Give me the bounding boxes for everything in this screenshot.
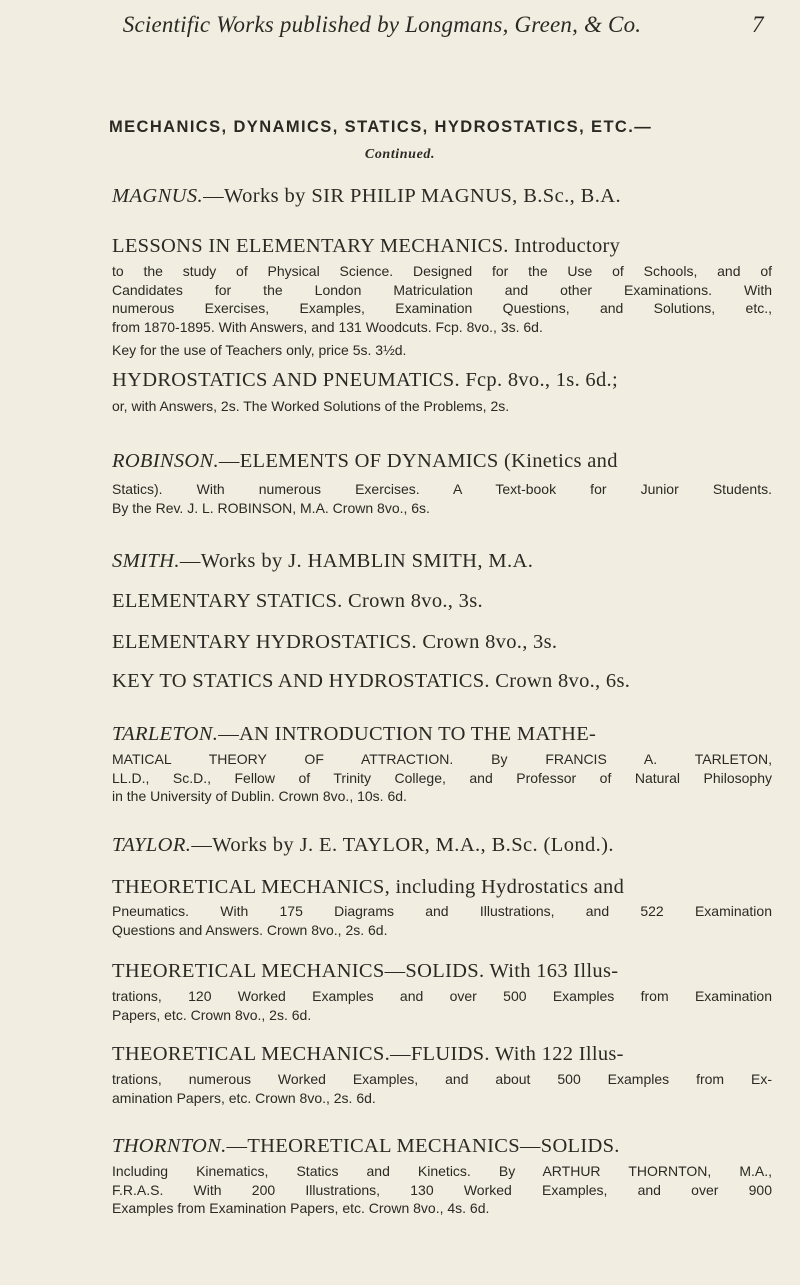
robinson-author-name: ROBINSON.	[112, 450, 219, 472]
taylor-byline: —Works by J. E. TAYLOR, M.A., B.Sc. (Lond.).	[191, 834, 614, 856]
magnus-lessons-description	[112, 262, 772, 336]
tarleton-title: —AN INTRODUCTION TO THE MATHE-	[218, 723, 597, 745]
smith-title: ELEMENTARY STATICS. Crown 8vo., 3s.	[112, 590, 483, 612]
smith-author-line	[112, 550, 533, 573]
robinson-line: Statics). With numerous Exercises. A Text-book for Junior Students.	[112, 481, 772, 497]
smith-title: KEY TO STATICS AND HYDROSTATICS. Crown 8vo., 6s.	[112, 670, 631, 692]
taylor-book-description	[112, 1070, 772, 1107]
tarleton-line: MATICAL THEORY OF ATTRACTION. By FRANCIS A. TARLETON,	[112, 751, 772, 767]
tarleton-line: in the University of Dublin. Crown 8vo., 10s. 6d.	[112, 788, 407, 804]
taylor-book-line: Questions and Answers. Crown 8vo., 2s. 6d.	[112, 921, 388, 938]
magnus-lessons-title: LESSONS IN ELEMENTARY MECHANICS. Introductory	[112, 235, 621, 257]
thornton-line: Including Kinematics, Statics and Kinetics. By ARTHUR THORNTON, M.A.,	[112, 1163, 772, 1179]
taylor-book-title: THEORETICAL MECHANICS, including Hydrostatics and	[112, 876, 625, 898]
taylor-book-line: amination Papers, etc. Crown 8vo., 2s. 6d.	[112, 1089, 376, 1106]
magnus-lessons-line: numerous Exercises, Examples, Examination Questions, and Solutions, etc.,	[112, 300, 772, 316]
robinson-heading	[112, 450, 618, 473]
taylor-book-description	[112, 987, 772, 1024]
magnus-hydrostatics-title: HYDROSTATICS AND PNEUMATICS. Fcp. 8vo., 1s. 6d.;	[112, 369, 618, 391]
magnus-lessons-line: Candidates for the London Matriculation and other Examinations. With	[112, 281, 772, 298]
thornton-description	[112, 1162, 772, 1218]
smith-author-name: SMITH.	[112, 550, 180, 572]
taylor-book-title: THEORETICAL MECHANICS—SOLIDS. With 163 Illus-	[112, 960, 619, 982]
thornton-title: —THEORETICAL MECHANICS—SOLIDS.	[226, 1135, 620, 1157]
magnus-lessons-line: from 1870-1895. With Answers, and 131 Woodcuts. Fcp. 8vo., 3s. 6d.	[112, 318, 543, 335]
taylor-book-description	[112, 902, 772, 939]
tarleton-heading	[112, 723, 596, 746]
section-continued-label: Continued.	[364, 147, 436, 162]
magnus-byline: —Works by SIR PHILIP MAGNUS, B.Sc., B.A.	[203, 185, 621, 207]
thornton-line: F.R.A.S. With 200 Illustrations, 130 Worked Examples, and over 900	[112, 1181, 772, 1198]
taylor-book-line: Papers, etc. Crown 8vo., 2s. 6d.	[112, 1006, 312, 1023]
smith-byline: —Works by J. HAMBLIN SMITH, M.A.	[179, 550, 534, 572]
tarleton-author-name: TARLETON.	[112, 723, 219, 745]
magnus-hydrostatics-line: or, with Answers, 2s. The Worked Solutions of the Problems, 2s.	[112, 398, 510, 414]
taylor-book-title: THEORETICAL MECHANICS.—FLUIDS. With 122 Illus-	[112, 1043, 624, 1065]
running-title: Scientific Works published by Longmans, Green, & Co.	[122, 12, 642, 37]
section-heading: MECHANICS, DYNAMICS, STATICS, HYDROSTATICS, ETC.—	[109, 118, 653, 136]
thornton-heading	[112, 1135, 620, 1158]
taylor-book-line: trations, numerous Worked Examples, and about 500 Examples from Ex-	[112, 1071, 772, 1087]
taylor-author-line	[112, 834, 614, 857]
tarleton-description	[112, 750, 772, 806]
taylor-book-line: Pneumatics. With 175 Diagrams and Illustrations, and 522 Examination	[112, 903, 772, 919]
magnus-author-line	[112, 185, 621, 208]
magnus-lessons-line: to the study of Physical Science. Designed for the Use of Schools, and of	[112, 263, 772, 279]
smith-title: ELEMENTARY HYDROSTATICS. Crown 8vo., 3s.	[112, 631, 558, 653]
magnus-author-name: MAGNUS.	[112, 185, 204, 207]
thornton-author-name: THORNTON.	[112, 1135, 227, 1157]
taylor-book-line: trations, 120 Worked Examples and over 500 Examples from Examination	[112, 988, 772, 1004]
magnus-key-note: Key for the use of Teachers only, price 5s. 3½d.	[112, 342, 407, 358]
thornton-line: Examples from Examination Papers, etc. Crown 8vo., 4s. 6d.	[112, 1200, 490, 1216]
page-number: 7	[752, 12, 764, 37]
taylor-author-name: TAYLOR.	[112, 834, 192, 856]
tarleton-line: LL.D., Sc.D., Fellow of Trinity College, and Professor of Natural Philosophy	[112, 769, 772, 786]
robinson-line: By the Rev. J. L. ROBINSON, M.A. Crown 8vo., 6s.	[112, 499, 430, 516]
robinson-description	[112, 480, 772, 517]
robinson-title: —ELEMENTS OF DYNAMICS (Kinetics and	[218, 450, 618, 472]
